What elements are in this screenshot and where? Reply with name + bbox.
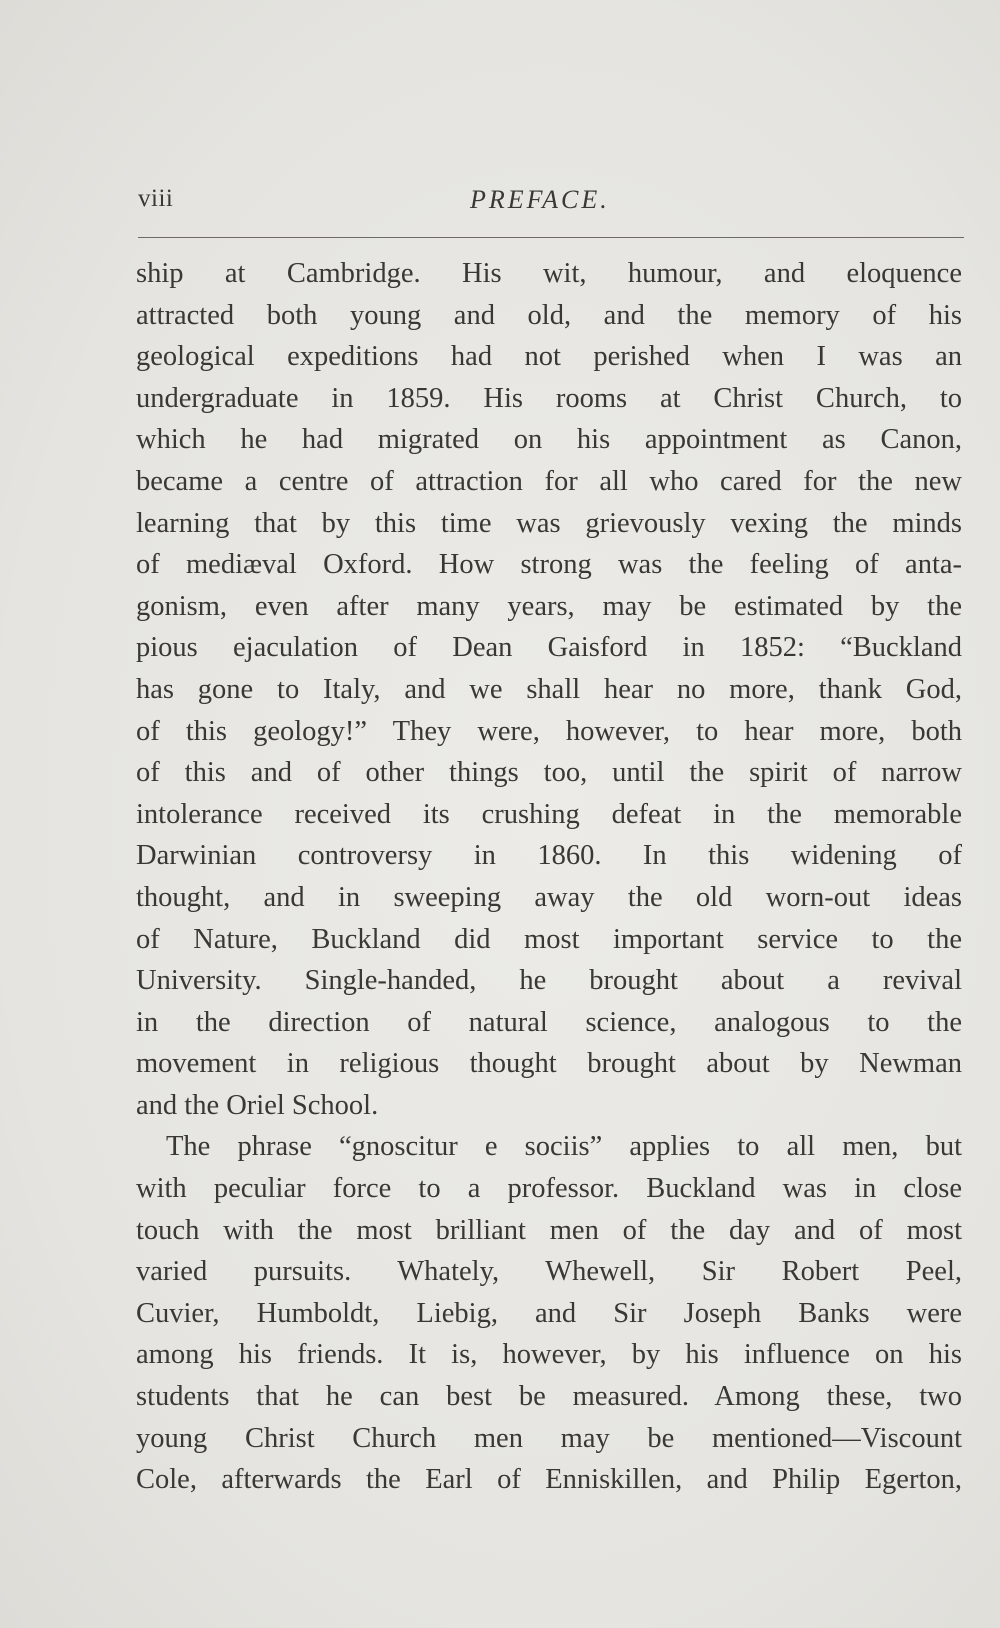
running-title: PREFACE. <box>470 185 610 214</box>
text-line: gonism, even after many years, may be estimated by the <box>136 590 962 622</box>
paragraph-first-line: The phrase “gnoscitur e sociis” applies to all men, but <box>166 1131 962 1163</box>
text-line: of Nature, Buckland did most important service to the <box>136 923 962 955</box>
body-text <box>136 253 962 1501</box>
text-line: ship at Cambridge. His wit, humour, and eloquence <box>136 258 962 289</box>
page-number: viii <box>138 185 174 212</box>
text-line: undergraduate in 1859. His rooms at Christ Church, to <box>136 382 962 414</box>
text-line: students that he can best be measured. Among these, two <box>136 1381 962 1413</box>
text-line: of this and of other things too, until the spirit of narrow <box>136 757 962 789</box>
text-line: pious ejaculation of Dean Gaisford in 1852: “Buckland <box>136 632 962 664</box>
text-line: of this geology!” They were, however, to hear more, both <box>136 715 962 747</box>
text-line: became a centre of attraction for all who cared for the new <box>136 465 962 497</box>
text-line: Cuvier, Humboldt, Liebig, and Sir Joseph Banks were <box>136 1297 962 1329</box>
text-line: learning that by this time was grievously vexing the minds <box>136 507 962 539</box>
header-rule <box>138 237 964 238</box>
text-line: movement in religious thought brought about by Newman <box>136 1048 962 1080</box>
paragraph-last-line: and the Oriel School. <box>136 1089 379 1121</box>
text-line: touch with the most brilliant men of the day and of most <box>136 1214 962 1246</box>
text-line: University. Single-handed, he brought about a revival <box>136 965 962 997</box>
text-line: attracted both young and old, and the memory of his <box>136 299 962 331</box>
text-line: of mediæval Oxford. How strong was the feeling of anta- <box>136 549 962 581</box>
text-line: among his friends. It is, however, by his influence on his <box>136 1339 962 1371</box>
text-line: Cole, afterwards the Earl of Enniskillen, and Philip Egerton, <box>136 1464 962 1496</box>
text-line: young Christ Church men may be mentioned—Viscount <box>136 1422 962 1454</box>
text-line: with peculiar force to a professor. Buckland was in close <box>136 1173 962 1205</box>
text-line: which he had migrated on his appointment as Canon, <box>136 424 962 456</box>
running-head <box>138 185 964 221</box>
text-line: varied pursuits. Whately, Whewell, Sir Robert Peel, <box>136 1256 962 1288</box>
text-line: Darwinian controversy in 1860. In this widening of <box>136 840 962 872</box>
text-line: in the direction of natural science, analogous to the <box>136 1006 962 1038</box>
text-line: intolerance received its crushing defeat in the memorable <box>136 798 962 830</box>
text-line: geological expeditions had not perished when I was an <box>136 341 962 373</box>
text-line: thought, and in sweeping away the old worn-out ideas <box>136 881 962 913</box>
text-line: has gone to Italy, and we shall hear no more, thank God, <box>136 673 962 705</box>
